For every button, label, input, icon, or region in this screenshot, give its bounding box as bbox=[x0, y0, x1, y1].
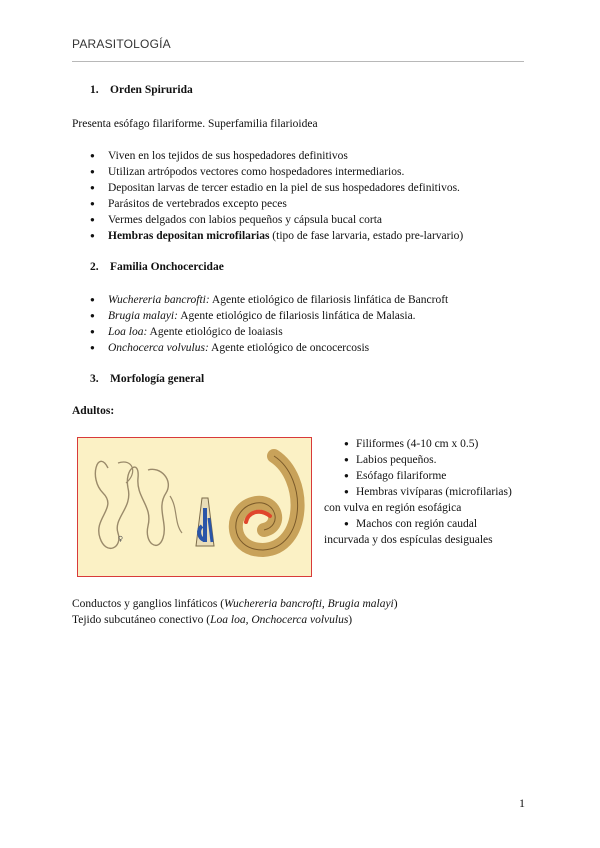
feature-text: Filiformes (4-10 cm x 0.5) bbox=[356, 438, 479, 450]
morphology-features-list bbox=[324, 436, 539, 548]
filaria-illustration bbox=[77, 437, 312, 577]
species-name: Onchocerca volvulus: bbox=[108, 342, 209, 354]
spicule-drawing bbox=[246, 512, 270, 522]
section-2-heading bbox=[90, 261, 224, 273]
species-name: Wuchereria bancrofti: bbox=[108, 294, 210, 306]
species-name: Wuchereria bancrofti, Brugia malayi bbox=[224, 598, 394, 610]
location-text: Conductos y ganglios linfáticos ( bbox=[72, 598, 225, 610]
list-item-text: (tipo de fase larvaria, estado pre-larvario) bbox=[269, 230, 464, 242]
worm-loop-drawing bbox=[118, 462, 182, 533]
filaria-drawing bbox=[78, 438, 311, 576]
list-item: ● Vermes delgados con labios pequeños y cápsula bucal corta bbox=[72, 212, 463, 228]
page-number: 1 bbox=[519, 796, 525, 810]
bullet-icon: ● bbox=[344, 455, 349, 464]
section-1-bullet-list bbox=[72, 148, 463, 244]
location-subcutaneous bbox=[72, 614, 352, 626]
section-3-number: 3. bbox=[90, 373, 99, 385]
bold-text: Hembras depositan microfilarias bbox=[108, 230, 270, 242]
species-desc: Agente etiológico de oncocercosis bbox=[208, 342, 370, 354]
species-desc: Agente etiológico de loaiasis bbox=[147, 326, 283, 338]
list-item-wrap: con vulva en región esofágica bbox=[324, 502, 462, 514]
bullet-icon: ● bbox=[344, 487, 349, 496]
list-item bbox=[72, 292, 448, 308]
species-desc: Agente etiológico de filariosis linfática de Bancroft bbox=[209, 294, 449, 306]
feature-text: Esófago filariforme bbox=[356, 470, 447, 482]
header-divider bbox=[72, 61, 524, 62]
list-item: ● Viven en los tejidos de sus hospedadores definitivos bbox=[72, 148, 463, 164]
list-item: ● Parásitos de vertebrados excepto peces bbox=[72, 196, 463, 212]
section-2-title: Familia Onchocercidae bbox=[110, 261, 224, 273]
bullet-icon: ● bbox=[344, 471, 349, 480]
location-lymphatic bbox=[72, 598, 398, 610]
bullet-icon: ● bbox=[344, 519, 349, 528]
section-1-number: 1. bbox=[90, 84, 99, 96]
section-2-species-list bbox=[72, 292, 448, 356]
location-text: ) bbox=[393, 598, 398, 610]
species-name: Loa loa, Onchocerca volvulus bbox=[210, 614, 349, 626]
list-item bbox=[72, 324, 448, 340]
list-item bbox=[72, 308, 448, 324]
location-text: ) bbox=[348, 614, 353, 626]
section-3-heading bbox=[90, 373, 204, 385]
section-3-subtitle: Adultos: bbox=[72, 405, 115, 417]
list-item bbox=[324, 452, 539, 468]
feature-text: Labios pequeños. bbox=[356, 454, 437, 466]
list-item bbox=[324, 468, 539, 484]
list-item bbox=[324, 436, 539, 452]
list-item: ● Depositan larvas de tercer estadio en la piel de sus hospedadores definitivos. bbox=[72, 180, 463, 196]
list-item bbox=[324, 484, 539, 500]
section-1-heading bbox=[90, 84, 193, 96]
list-item bbox=[72, 340, 448, 356]
list-item bbox=[324, 516, 539, 532]
section-2-number: 2. bbox=[90, 261, 99, 273]
species-desc: Agente etiológico de filariosis linfática de Malasia. bbox=[177, 310, 416, 322]
species-name: Loa loa: bbox=[108, 326, 148, 338]
list-item bbox=[72, 228, 463, 244]
bullet-icon: ● bbox=[344, 439, 349, 448]
species-name: Brugia malayi: bbox=[108, 310, 178, 322]
feature-text: Machos con región caudal bbox=[356, 518, 478, 530]
section-1-title: Orden Spirurida bbox=[110, 84, 193, 96]
page-header-title: PARASITOLOGÍA bbox=[72, 37, 171, 51]
section-1-intro: Presenta esófago filariforme. Superfamilia filarioidea bbox=[72, 118, 318, 130]
feature-text: Hembras vivíparas (microfilarias) bbox=[356, 486, 512, 498]
list-item: ● Utilizan artrópodos vectores como hospedadores intermediarios. bbox=[72, 164, 463, 180]
section-3-title: Morfología general bbox=[110, 373, 205, 385]
location-text: Tejido subcutáneo conectivo ( bbox=[72, 614, 211, 626]
figure-small-label: ♀ bbox=[118, 535, 124, 543]
list-item-wrap: incurvada y dos espículas desiguales bbox=[324, 534, 493, 546]
